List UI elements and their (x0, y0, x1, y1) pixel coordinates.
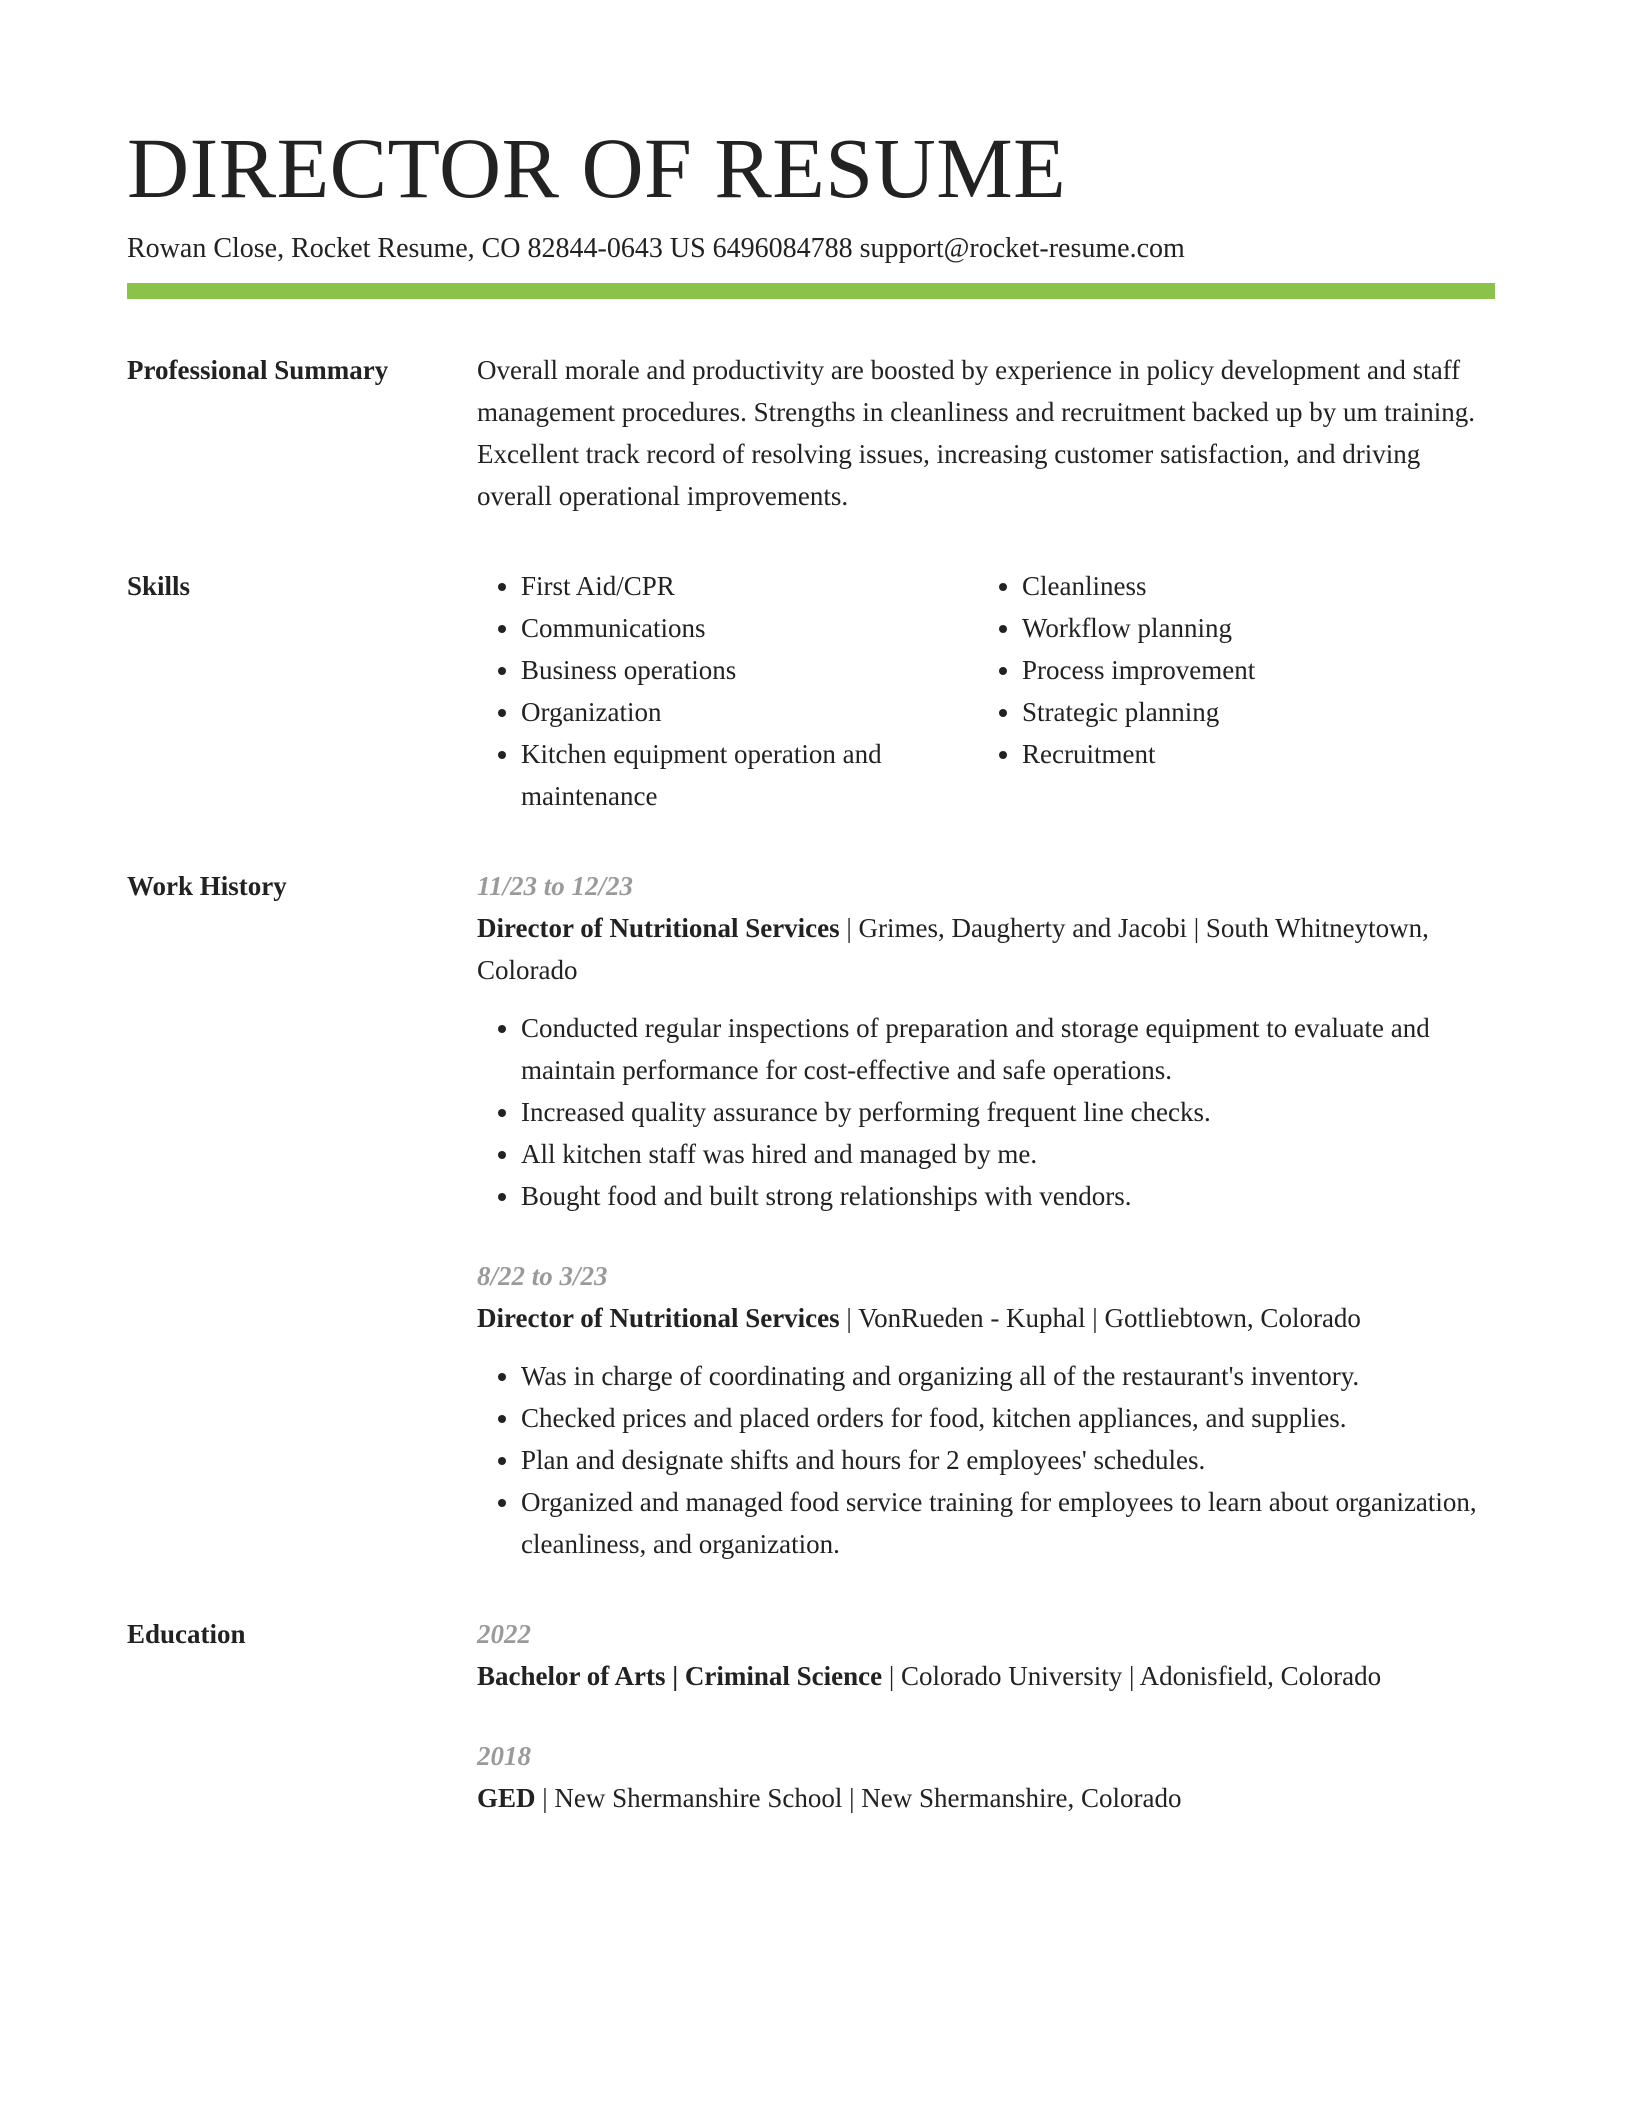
job-entry (477, 865, 1495, 1217)
job-bullets (477, 1355, 1495, 1565)
skill-item: • Process improvement (1022, 649, 1482, 691)
skill-item: • Recruitment (1022, 733, 1482, 775)
job-title: Director of Nutritional Services (477, 1303, 840, 1333)
contact-line (127, 230, 1495, 268)
education-degree: GED (477, 1783, 536, 1813)
job-bullet: • Bought food and built strong relationships with vendors. (521, 1175, 1495, 1217)
skill-item: • Organization (521, 691, 978, 733)
work-history-section (127, 865, 1495, 1565)
job-title: Director of Nutritional Services (477, 913, 840, 943)
resume-page (127, 0, 1495, 1819)
education-section (127, 1613, 1495, 1819)
education-year: 2022 (477, 1619, 531, 1649)
education-heading (477, 1655, 1495, 1697)
job-dates: 11/23 to 12/23 (477, 871, 634, 901)
job-dates: 8/22 to 3/23 (477, 1261, 608, 1291)
job-bullet: • Was in charge of coordinating and organizing all of the restaurant's inventory. (521, 1355, 1495, 1397)
contact-phone: 6496084788 (712, 233, 853, 264)
job-details: | Grimes, Daugherty and Jacobi | South Whitneytown, Colorado (477, 913, 1429, 985)
education-entry (477, 1613, 1495, 1697)
contact-email: support@rocket-resume.com (859, 233, 1185, 264)
summary-text: Overall morale and productivity are boosted by experience in policy development and staff management procedures. Strengths in cleanliness and recruitment backed up by um training. Excellent track record of resolving issues, increasing customer satisfaction, and driving overall operational improvements. (477, 355, 1475, 511)
job-bullet: • Conducted regular inspections of preparation and storage equipment to evaluate and maintain performance for cost-effective and safe operations. (521, 1007, 1495, 1091)
summary-section (127, 349, 1495, 517)
education-year: 2018 (477, 1741, 531, 1771)
skill-item: • Communications (521, 607, 978, 649)
education-degree: Bachelor of Arts | Criminal Science (477, 1661, 883, 1691)
job-bullet: • Organized and managed food service training for employees to learn about organization, cleanliness, and organization. (521, 1481, 1495, 1565)
skills-label: Skills (127, 571, 191, 601)
skills-grid (477, 565, 1495, 817)
skill-item: • Strategic planning (1022, 691, 1482, 733)
accent-divider (127, 283, 1495, 299)
job-details: | VonRueden - Kuphal | Gottliebtown, Colorado (839, 1303, 1361, 1333)
work-history-label: Work History (127, 871, 287, 901)
summary-label: Professional Summary (127, 355, 389, 385)
education-entry (477, 1735, 1495, 1819)
skill-item: • Workflow planning (1022, 607, 1482, 649)
job-entry (477, 1255, 1495, 1565)
job-bullet: • Checked prices and placed orders for food, kitchen appliances, and supplies. (521, 1397, 1495, 1439)
skill-item: • First Aid/CPR (521, 565, 978, 607)
skills-column-1 (477, 565, 978, 817)
skills-column-2 (978, 565, 1482, 817)
resume-title: DIRECTOR OF RESUME (127, 120, 1067, 216)
contact-address: Rowan Close, Rocket Resume, CO 82844-0643 US (127, 233, 706, 264)
skill-item: • Cleanliness (1022, 565, 1482, 607)
skill-item: • Kitchen equipment operation and maintenance (521, 733, 978, 817)
job-bullets (477, 1007, 1495, 1217)
job-bullet: • All kitchen staff was hired and managed by me. (521, 1133, 1495, 1175)
education-details: | Colorado University | Adonisfield, Colorado (882, 1661, 1382, 1691)
skill-item: • Business operations (521, 649, 978, 691)
job-bullet: • Increased quality assurance by performing frequent line checks. (521, 1091, 1495, 1133)
job-bullet: • Plan and designate shifts and hours for 2 employees' schedules. (521, 1439, 1495, 1481)
job-heading (477, 907, 1495, 991)
education-label: Education (127, 1619, 246, 1649)
skills-section (127, 565, 1495, 817)
job-heading (477, 1297, 1495, 1339)
education-heading (477, 1777, 1495, 1819)
education-details: | New Shermanshire School | New Shermanshire, Colorado (535, 1783, 1182, 1813)
